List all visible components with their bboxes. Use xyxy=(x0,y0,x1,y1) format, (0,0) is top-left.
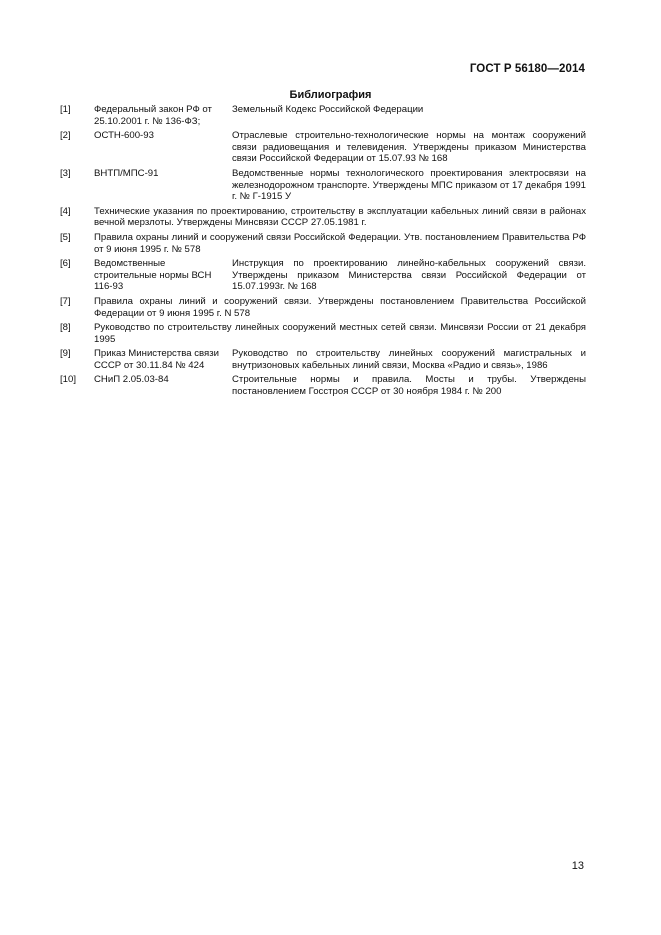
bibliography-entry xyxy=(60,130,586,165)
entry-description: Земельный Кодекс Российской Федерации xyxy=(232,104,424,115)
entry-source: Ведомственные строительные нормы ВСН 116-93 xyxy=(94,258,212,293)
bibliography-entry xyxy=(60,348,586,371)
entry-description: Строительные нормы и правила. Мосты и трубы. Утверждены постановлением Госстроя СССР от 30 ноября 1984 г. № 200 xyxy=(232,374,586,398)
entry-source: ВНТП/МПС-91 xyxy=(94,167,159,179)
entry-description: Отраслевые строительно-технологические нормы на монтаж сооружений связи радиовещания и телевидения. Утверждены приказом Министерства связи Российской Федерации от 15.07.93 № 168 xyxy=(232,130,586,165)
entry-description: Ведомственные нормы технологического проектирования электросвязи на железнодорожном транспорте. Утверждены МПС приказом от 17 декабря 1991 г. № Г-1915 У xyxy=(232,167,586,203)
entry-number: [1] xyxy=(60,104,71,115)
entry-text: Технические указания по проектированию, строительству в эксплуатации кабельных линий связи в районах вечной мерзлоты. Утверждены Минсвязи СССР 27.05.1981 г. xyxy=(94,205,586,229)
bibliography-entry xyxy=(60,296,586,319)
bibliography-entry xyxy=(60,206,586,229)
bibliography-list xyxy=(60,104,586,401)
bibliography-entry xyxy=(60,374,586,397)
bibliography-entry xyxy=(60,168,586,203)
document-code: ГОСТ Р 56180—2014 xyxy=(469,63,585,75)
bibliography-entry xyxy=(60,322,586,345)
page-number: 13 xyxy=(571,860,584,872)
entry-number: [2] xyxy=(60,130,71,142)
entry-number: [9] xyxy=(60,348,71,360)
entry-number: [10] xyxy=(60,374,77,386)
entry-description: Инструкция по проектированию линейно-кабельных сооружений связи. Утверждены приказом Министерства связи Российской Федерации от 15.07.1993г. № 168 xyxy=(232,258,586,293)
bibliography-entry xyxy=(60,232,586,255)
entry-text: Руководство по строительству линейных сооружений местных сетей связи. Минсвязи России от 21 декабря 1995 xyxy=(94,322,586,345)
bibliography-entry xyxy=(60,258,586,293)
entry-number: [8] xyxy=(60,322,71,334)
entry-description: Руководство по строительству линейных сооружений магистральных и внутризоновых кабельных линий связи, Москва «Радио и связь», 1986 xyxy=(232,348,586,371)
entry-number: [3] xyxy=(60,167,71,179)
entry-number: [6] xyxy=(60,258,71,270)
bibliography-entry xyxy=(60,104,586,127)
entry-text: Правила охраны линий и сооружений связи Российской Федерации. Утв. постановлением Правительства РФ от 9 июня 1995 г. № 578 xyxy=(94,231,586,255)
entry-source: СНиП 2.05.03-84 xyxy=(94,374,169,386)
entry-source: Федеральный закон РФ от 25.10.2001 г. № 136-ФЗ; xyxy=(94,104,212,127)
entry-number: [5] xyxy=(60,231,71,243)
entry-source: Приказ Министерства связи СССР от 30.11.84 № 424 xyxy=(94,348,219,371)
entry-source: ОСТН-600-93 xyxy=(94,130,154,142)
entry-text: Правила охраны линий и сооружений связи. Утверждены постановлением Правительства Российской Федерации от 9 июня 1995 г. N 578 xyxy=(94,295,586,319)
entry-number: [4] xyxy=(60,205,71,217)
page-title: Библиография xyxy=(289,89,372,101)
entry-number: [7] xyxy=(60,295,71,307)
